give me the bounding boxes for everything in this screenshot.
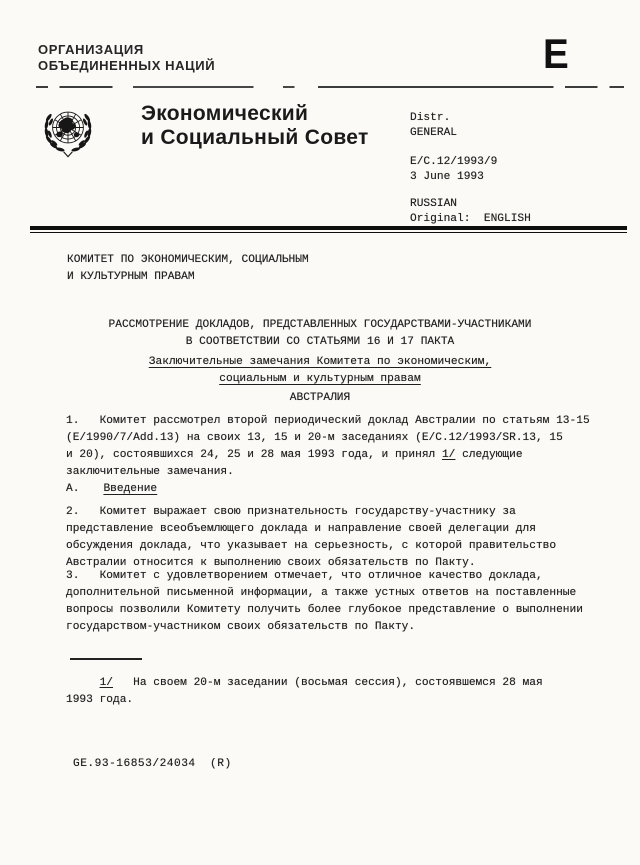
section-a-heading	[66, 481, 157, 498]
document-job-number: GE.93-16853/24034 (R)	[73, 758, 232, 770]
committee-heading: КОМИТЕТ ПО ЭКОНОМИЧЕСКИМ, СОЦИАЛЬНЫМ И КУЛЬТУРНЫМ ПРАВАМ	[67, 254, 309, 283]
section-a-title: Введение	[103, 483, 158, 495]
paragraph-3: 3. Комитет с удовлетворением отмечает, что отличное качество доклада, дополнительной письменной информации, а также устных ответов на поставленные вопросы позволили Комитету получить более глубокое представление о выполнении государством-участником своих обязательств по Пакту.	[66, 570, 583, 633]
document-symbol-date: E/C.12/1993/9 3 June 1993	[410, 156, 498, 183]
org-name: ОРГАНИЗАЦИЯ ОБЪЕДИНЕННЫХ НАЦИЙ	[38, 42, 216, 73]
paragraph-2: 2. Комитет выражает свою признательность государству-участнику за представление всеобъемлющего доклада и направление своей делегации для обсуждения доклада, что указывает на серьезность, с которой правительство Австралии относится к выполнению своих обязательств по Пакту.	[66, 506, 557, 569]
footnote-separator	[70, 658, 142, 660]
footnote-ref: 1/	[99, 677, 114, 689]
country-heading: АВСТРАЛИЯ	[289, 392, 351, 404]
document-series-letter: E	[543, 30, 569, 77]
un-emblem-icon	[35, 98, 101, 168]
sub-heading-text: Заключительные замечания Комитета по экономическим, социальным и культурным правам	[148, 356, 492, 385]
footnote-indent	[66, 677, 100, 689]
council-title: Экономический и Социальный Совет	[141, 102, 369, 149]
paragraph-1-text-end: следующие заключительные замечания.	[66, 449, 523, 478]
document-language: RUSSIAN Original: ENGLISH	[410, 198, 531, 225]
paragraph-1-text: 1. Комитет рассмотрел второй периодический доклад Австралии по статьям 13-15 (E/1990/7/Add.13) на своих 13, 15 и 20-м заседаниях (E/C.12/1993/SR.13, 15 и 20), состоявшихся 24, 25 и 28 мая 1993 года, и принял	[66, 415, 590, 461]
masthead-divider	[30, 226, 627, 233]
paragraph-1	[66, 413, 590, 481]
section-a-label: A.	[66, 483, 80, 495]
distribution-type: Distr. GENERAL	[410, 112, 457, 139]
footnote-text: На своем 20-м заседании (восьмая сессия), состоявшемся 28 мая 1993 года.	[66, 677, 543, 706]
footnote-reference-1: 1/	[441, 449, 456, 461]
main-heading: РАССМОТРЕНИЕ ДОКЛАДОВ, ПРЕДСТАВЛЕННЫХ ГОСУДАРСТВАМИ-УЧАСТНИКАМИ В СООТВЕТСТВИИ СО СТАТЬЯМИ 16 И 17 ПАКТА	[108, 319, 532, 348]
header-divider	[36, 86, 624, 88]
footnote	[66, 675, 590, 709]
sub-heading	[0, 354, 640, 388]
